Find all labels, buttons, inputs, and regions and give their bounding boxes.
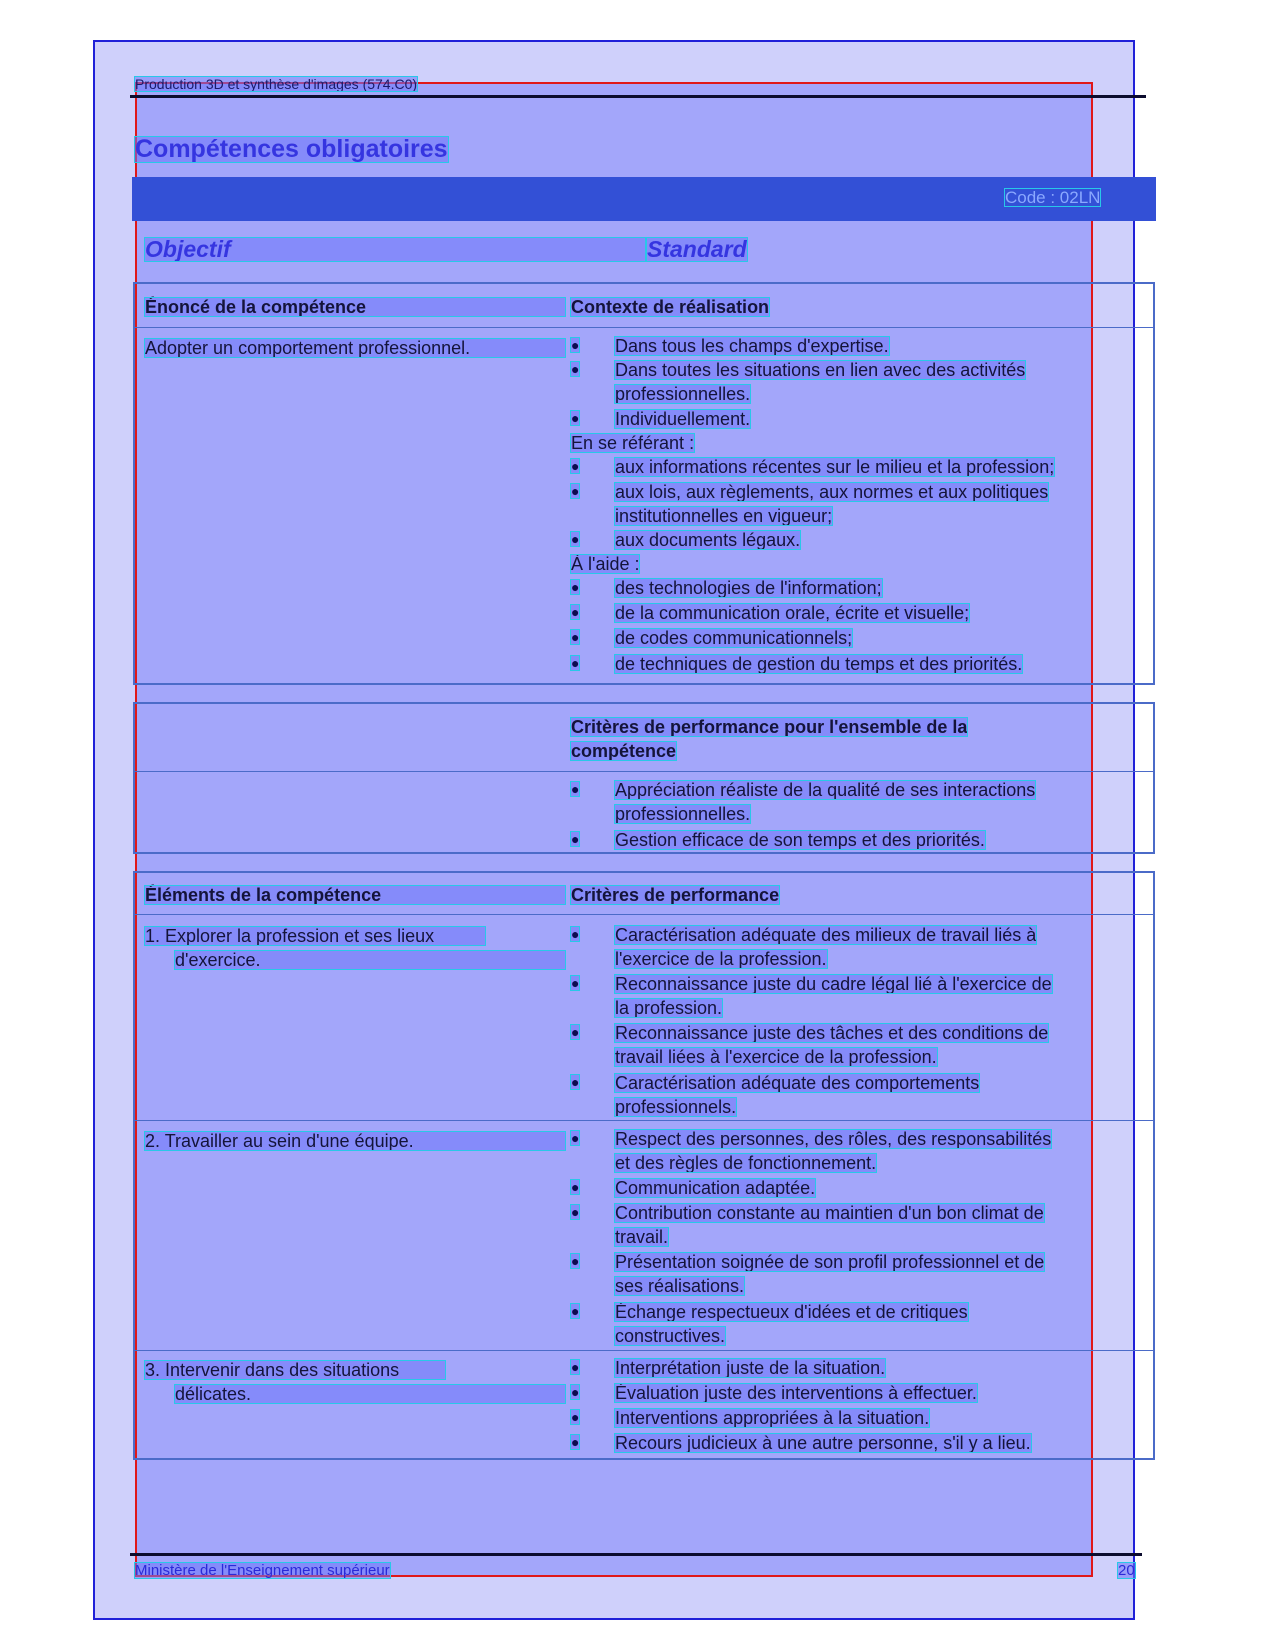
criterion-line: ses réalisations. — [615, 1276, 745, 1296]
footer-ministry: Ministère de l'Enseignement supérieur — [135, 1562, 390, 1579]
element-divider — [133, 1120, 1155, 1121]
criterion-line: travail. — [615, 1227, 669, 1247]
criterion-line: Contribution constante au maintien d'un bon climat de — [615, 1203, 1044, 1223]
footer-rule — [130, 1553, 1142, 1556]
context-line: aux documents légaux. — [615, 530, 801, 550]
criterion-line: professionnels. — [615, 1097, 737, 1117]
bullet-icon: ● — [571, 1074, 580, 1090]
bullet-icon: ● — [571, 831, 580, 847]
bullet-icon: ● — [571, 655, 580, 671]
bullet-icon: ● — [571, 781, 580, 797]
bullet-icon: ● — [571, 1204, 580, 1220]
bullet-icon: ● — [571, 1179, 580, 1195]
context-line: À l'aide : — [571, 554, 640, 574]
criterion-line: Présentation soignée de son profil professionnel et de — [615, 1252, 1045, 1272]
context-line: professionnelles. — [615, 384, 751, 404]
competency-statement: Adopter un comportement professionnel. — [145, 339, 565, 357]
context-header: Contexte de réalisation — [571, 297, 770, 317]
bullet-icon: ● — [571, 361, 580, 377]
statement-header: Énoncé de la compétence — [145, 298, 565, 316]
overall-criteria-line: professionnelles. — [615, 804, 751, 824]
competency-table-divider — [133, 327, 1155, 328]
overall-criteria-divider — [133, 771, 1155, 772]
criterion-line: Caractérisation adéquate des milieux de travail liés à — [615, 925, 1037, 945]
column-header-standard: Standard — [647, 236, 747, 262]
criterion-line: Évaluation juste des interventions à effectuer. — [615, 1383, 977, 1403]
context-line: de techniques de gestion du temps et des priorités. — [615, 654, 1023, 674]
context-line: des technologies de l'information; — [615, 578, 882, 598]
overall-criteria-header: Critères de performance pour l'ensemble de la — [571, 717, 968, 737]
bullet-icon: ● — [571, 1434, 580, 1450]
criterion-line: Reconnaissance juste du cadre légal lié à l'exercice de — [615, 974, 1052, 994]
element-label: 3. Intervenir dans des situations — [145, 1361, 445, 1379]
bullet-icon: ● — [571, 1409, 580, 1425]
page-number: 20 — [1118, 1562, 1135, 1579]
bullet-icon: ● — [571, 1384, 580, 1400]
competency-code: Code : 02LN — [1005, 188, 1101, 207]
running-header: Production 3D et synthèse d'images (574.C0) — [135, 76, 418, 92]
element-divider — [133, 1350, 1155, 1351]
criterion-line: constructives. — [615, 1326, 726, 1346]
performance-criteria-header: Critères de performance — [571, 885, 780, 905]
criterion-line: Échange respectueux d'idées et de critiques — [615, 1302, 968, 1322]
bullet-icon: ● — [571, 579, 580, 595]
criterion-line: Communication adaptée. — [615, 1178, 816, 1198]
criterion-line: Interprétation juste de la situation. — [615, 1358, 886, 1378]
context-line: Individuellement. — [615, 409, 751, 429]
context-line: Dans toutes les situations en lien avec des activités — [615, 360, 1026, 380]
context-line: aux lois, aux règlements, aux normes et aux politiques — [615, 482, 1049, 502]
bullet-icon: ● — [571, 926, 580, 942]
bullet-icon: ● — [571, 337, 580, 353]
bullet-icon: ● — [571, 1359, 580, 1375]
bullet-icon: ● — [571, 458, 580, 474]
bullet-icon: ● — [571, 1024, 580, 1040]
bullet-icon: ● — [571, 1130, 580, 1146]
overall-criteria-line: Gestion efficace de son temps et des priorités. — [615, 830, 985, 850]
criterion-line: Recours judicieux à une autre personne, s'il y a lieu. — [615, 1433, 1031, 1453]
header-rule — [130, 95, 1146, 98]
bullet-icon: ● — [571, 410, 580, 426]
bullet-icon: ● — [571, 1303, 580, 1319]
bullet-icon: ● — [571, 483, 580, 499]
section-title: Compétences obligatoires — [135, 135, 448, 163]
context-line: En se référant : — [571, 433, 695, 453]
criterion-line: travail liées à l'exercice de la profession. — [615, 1047, 937, 1067]
bullet-icon: ● — [571, 604, 580, 620]
column-header-objectif: Objectif — [145, 238, 645, 261]
element-label: 2. Travailler au sein d'une équipe. — [145, 1132, 565, 1150]
criterion-line: Interventions appropriées à la situation. — [615, 1408, 930, 1428]
criterion-line: Respect des personnes, des rôles, des responsabilités — [615, 1129, 1052, 1149]
element-label: 1. Explorer la profession et ses lieux — [145, 927, 485, 945]
criterion-line: Caractérisation adéquate des comportements — [615, 1073, 980, 1093]
bullet-icon: ● — [571, 1253, 580, 1269]
overall-criteria-line: Appréciation réaliste de la qualité de ses interactions — [615, 780, 1036, 800]
code-banner — [132, 177, 1156, 221]
context-line: Dans tous les champs d'expertise. — [615, 336, 889, 356]
bullet-icon: ● — [571, 531, 580, 547]
element-label-cont: délicates. — [175, 1385, 565, 1403]
context-line: institutionnelles en vigueur; — [615, 506, 833, 526]
bullet-icon: ● — [571, 629, 580, 645]
criterion-line: la profession. — [615, 998, 723, 1018]
elements-header-divider — [133, 914, 1155, 915]
element-label-cont: d'exercice. — [175, 951, 565, 969]
elements-header: Éléments de la compétence — [145, 886, 565, 904]
criterion-line: l'exercice de la profession. — [615, 949, 827, 969]
criterion-line: et des règles de fonctionnement. — [615, 1153, 877, 1173]
overall-criteria-header-cont: compétence — [571, 741, 677, 761]
context-line: de codes communicationnels; — [615, 628, 853, 648]
context-line: aux informations récentes sur le milieu et la profession; — [615, 457, 1055, 477]
bullet-icon: ● — [571, 975, 580, 991]
context-line: de la communication orale, écrite et visuelle; — [615, 603, 970, 623]
criterion-line: Reconnaissance juste des tâches et des conditions de — [615, 1023, 1049, 1043]
